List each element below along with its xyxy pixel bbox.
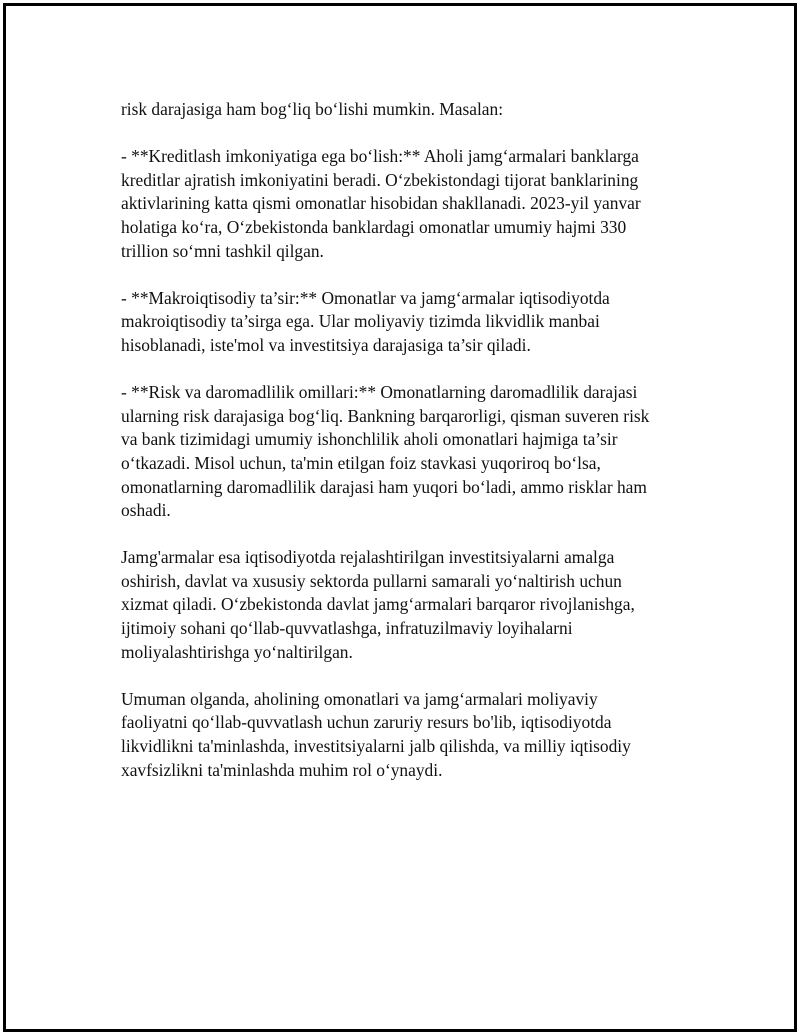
paragraph-credit-access: - **Kreditlash imkoniyatiga ega bo‘lish:** Aholi jamg‘armalari banklarga kreditlar ajratish imkoniyatini beradi. O‘zbekistondagi tijorat banklarining aktivlarining katta qismi omonatlar hisobidan shakllanadi. 2023-yil yanvar holatiga ko‘ra, O‘zbekistonda banklardagi omonatlar umumiy hajmi 330 trillion so‘mni tashkil qilgan. bbox=[121, 146, 641, 261]
paragraph-intro: risk darajasiga ham bog‘liq bo‘lishi mumkin. Masalan: bbox=[121, 99, 504, 119]
paragraph-savings: Jamg'armalar esa iqtisodiyotda rejalashtirilgan investitsiyalarni amalga oshirish, davlat va xususiy sektorda pullarni samarali yo‘naltirish uchun xizmat qiladi. O‘zbekistonda davlat jamg‘armalari barqaror rivojlanishga, ijtimoiy sohani qo‘llab-quvvatlashga, infratuzilmaviy loyihalarni moliyalashtirishga yo‘naltirilgan. bbox=[121, 547, 635, 662]
paragraph-conclusion: Umuman olganda, aholining omonatlari va jamg‘armalari moliyaviy faoliyatni qo‘llab-quvvatlash uchun zaruriy resurs bo'lib, iqtisodiyotda likvidlikni ta'minlashda, investitsiyalarni jalb qilishda, va milliy iqtisodiy xavfsizlikni ta'minlashda muhim rol o‘ynaydi. bbox=[121, 688, 631, 780]
document-body bbox=[121, 98, 691, 782]
paragraph-macroeconomic-impact: - **Makroiqtisodiy ta’sir:** Omonatlar va jamg‘armalar iqtisodiyotda makroiqtisodiy ta’sirga ega. Ular moliyaviy tizimda likvidlik manbai hisoblanadi, iste'mol va investitsiya darajasiga ta’sir qiladi. bbox=[121, 287, 610, 355]
paragraph-risk-and-return: - **Risk va daromadlilik omillari:** Omonatlarning daromadlilik darajasi ularning risk darajasiga bog‘liq. Bankning barqarorligi, qisman suveren risk va bank tizimidagi umumiy ishonchlilik aholi omonatlari hajmiga ta’sir o‘tkazadi. Misol uchun, ta'min etilgan foiz stavkasi yuqoriroq bo‘lsa, omonatlarning daromadlilik darajasi ham yuqori bo‘ladi, ammo risklar ham oshadi. bbox=[121, 382, 650, 521]
document-page bbox=[3, 3, 797, 1032]
